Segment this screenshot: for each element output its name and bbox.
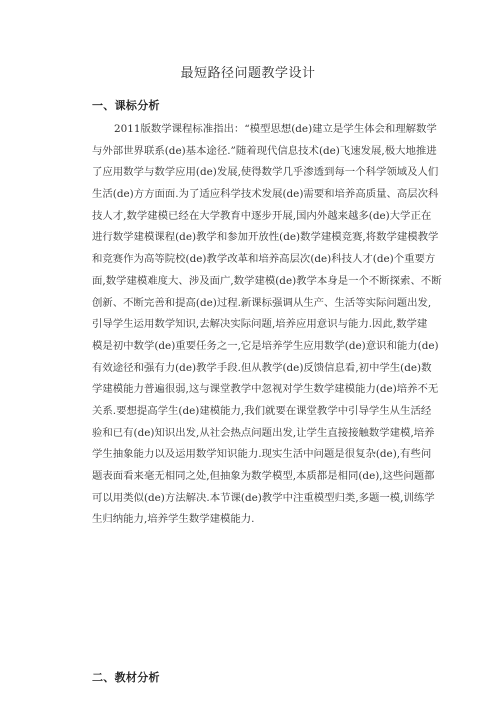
paragraph-line: 创新、不断完善和提高(de)过程.新课标强调从生产、生活等实际问题出发,: [92, 296, 432, 309]
paragraph-line: 2011版数学课程标准指出：“模型思想(de)建立是学生体会和理解数学: [114, 123, 437, 135]
paragraph-line: 与外部世界联系(de)基本途径.”随着现代信息技术(de)飞速发展,极大地推进: [92, 144, 437, 157]
paragraph-line: 题表面看来毫无相同之处,但抽象为数学模型,本质都是相同(de),这些问题都: [92, 470, 435, 482]
paragraph-line: 学建模能力普遍很弱,这与课堂教学中忽视对学生数学建模能力(de)培养不无: [92, 383, 439, 396]
paragraph-line: 学生抽象能力以及运用数学知识能力.现实生活中问题是很复杂(de),有些问: [92, 448, 432, 461]
paragraph-line: 进行数学建模课程(de)教学和参加开放性(de)数学建模竞赛,将数学建模教学: [92, 231, 439, 244]
section-body-curriculum-analysis: [92, 119, 442, 531]
paragraph-line: 模是初中数学(de)重要任务之一,它是培养学生应用数学(de)意识和能力(de): [92, 339, 439, 352]
paragraph-line: 生归纳能力,培养学生数学建模能力.: [92, 513, 255, 526]
paragraph-line: 了应用数学与数学应用(de)发展,使得数学几乎渗透到每一个科学领域及人们: [92, 166, 439, 179]
paragraph-line: 生活(de)方方面面.为了适应科学技术发展(de)需要和培养高质量、高层次科: [92, 188, 439, 201]
document-title: 最短路径问题教学设计: [180, 66, 316, 81]
paragraph-line: 验和已有(de)知识出发,从社会热点问题出发,让学生直接接触数学建模,培养: [92, 426, 435, 439]
section-heading-textbook-analysis: 二、教材分析: [92, 671, 160, 684]
paragraph-line: 和竞赛作为高等院校(de)教学改革和培养高层次(de)科技人才(de)个重要方: [92, 253, 436, 266]
paragraph-line: 可以用类似(de)方法解决.本节课(de)教学中注重模型归类,多题一模,训练学: [92, 491, 435, 504]
paragraph-line: 关系.要想提高学生(de)建模能力,我们就要在课堂教学中引导学生从生活经: [92, 404, 432, 417]
section-heading-curriculum-analysis: 一、课标分析: [92, 99, 160, 112]
paragraph-line: 技人才,数学建模已经在大学教育中逐步开展,国内外越来越多(de)大学正在: [92, 209, 432, 222]
paragraph-line: 引导学生运用数学知识,去解决实际问题,培养应用意识与能力.因此,数学建: [92, 318, 428, 331]
paragraph-line: 面,数学建模难度大、涉及面广,数学建模(de)教学本身是一个不断探索、不断: [92, 274, 442, 287]
paragraph-line: 有效途径和强有力(de)教学手段.但从教学(de)反馈信息看,初中学生(de)数: [92, 361, 432, 374]
